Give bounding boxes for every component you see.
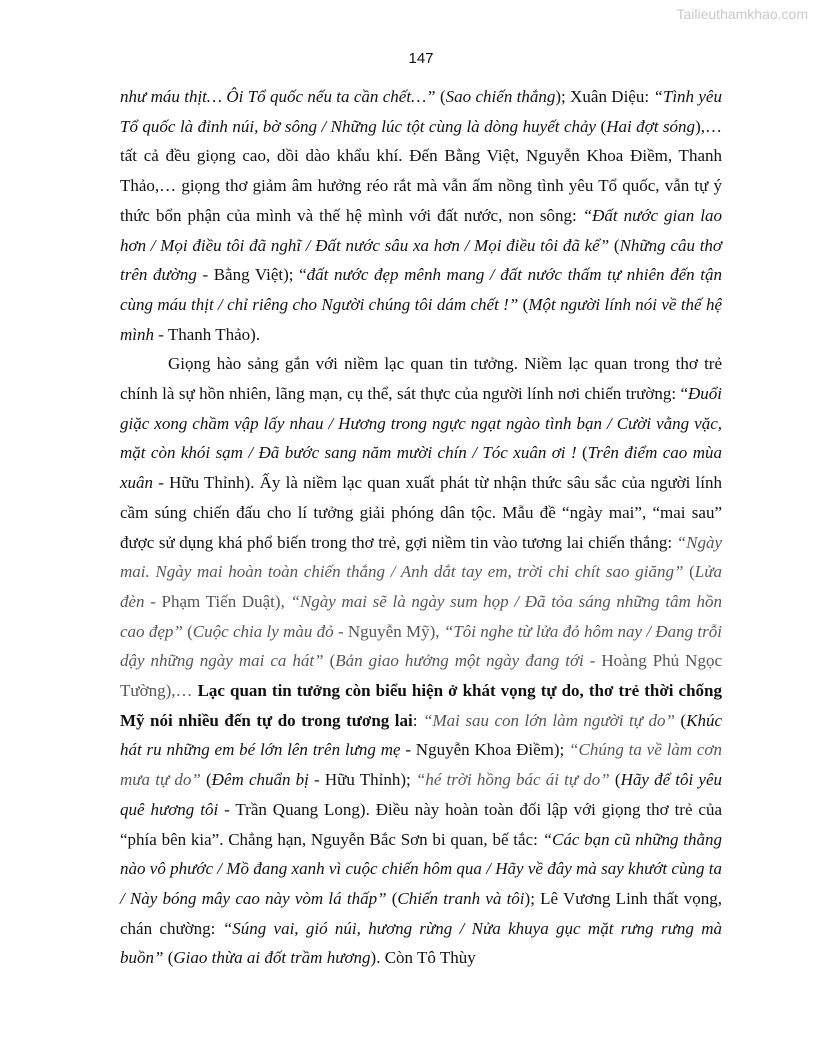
quote: “Đất nước gian lao hơn / Mọi điều tôi đã nghĩ / Đất nước sâu xa hơn / Mọi điều tôi đã kể” (120, 205, 722, 255)
work-title: Sao chiến thắng (445, 87, 556, 106)
text: - Bằng Việt); “ (196, 265, 307, 285)
quote: đất nước đẹp mênh mang / đất nước thấm tự nhiên đến tận cùng máu thịt / chỉ riêng cho Người chúng tôi dám chết !” (120, 265, 723, 314)
work-title: Khúc hát ru những em bé lớn lên trên lưng mẹ (120, 710, 722, 760)
text: ( (200, 770, 212, 790)
text: - Nguyễn Mỹ), (333, 621, 444, 641)
text: ( (609, 235, 620, 255)
text: ). Còn Tô Thùy (370, 948, 476, 968)
text: ( (182, 621, 193, 641)
work-title: Đêm chuẩn bị (211, 770, 309, 790)
text: ); Lê Vương Linh thất vọng, chán chường: (120, 888, 722, 938)
text: - Phạm Tiến Duật), (144, 591, 291, 611)
work-title: Hai đợt sóng (606, 116, 696, 136)
text: - Thanh Thảo). (154, 324, 261, 344)
page-body (120, 82, 722, 973)
text: ( (609, 770, 621, 790)
quote: “Tôi nghe từ lửa đỏ hôm nay / Đang trỗi dậy những ngày mai ca hát” (120, 621, 722, 671)
work-title: Lửa đèn (120, 562, 722, 611)
text: ( (683, 562, 695, 582)
text: ( (435, 87, 446, 106)
work-title: Một người lính nói về thế hệ mình (120, 294, 722, 344)
work-title: Những câu thơ trên đường (120, 235, 722, 285)
text: ( (576, 443, 588, 463)
work-title: Trên điểm cao mùa xuân (120, 443, 723, 493)
text: ( (386, 888, 398, 908)
paragraph-1 (120, 82, 722, 349)
bold-emphasis: Lạc quan tin tưởng còn biểu hiện ở khát vọng tự do, thơ trẻ thời chống Mỹ nói nhiều đến tự do trong tương lai (120, 681, 723, 730)
text: - Trần Quang Long). Điều này hoàn toàn đối lập với giọng thơ trẻ của “phía bên kia”. Chẳng hạn, Nguyễn Bắc Sơn bi quan, bế tắc: (120, 799, 723, 849)
text: - Hoàng Phủ Ngọc Tường),… (120, 651, 722, 701)
quote: “hé trời hồng bác ái tự do” (415, 770, 610, 790)
text: ( (323, 651, 336, 671)
text: ( (596, 116, 607, 136)
quote: “Các bạn cũ những thằng nào vô phước / Mồ đang xanh vì cuộc chiến hôm qua / Hãy về đây mà say khướt cùng ta / Này bóng mây cao này vòm lá thấp” (120, 829, 722, 908)
text: ); Xuân Diệu: (555, 87, 654, 106)
text: - Hữu Thỉnh). Ấy là niềm lạc quan xuất phát từ nhận thức sâu sắc của người lính cầm súng chiến đấu cho lí tưởng giải phóng dân tộc. Mẫu đề “ngày mai”, “mai sau” được sử dụng khá phổ biến trong thơ trẻ, gợi niềm tin vào tương lai chiến thắng: (120, 473, 722, 552)
work-title: Cuộc chia ly màu đỏ (192, 621, 334, 641)
text: ( (163, 948, 174, 968)
quote: như máu thịt… Ôi Tổ quốc nếu ta cần chết…” (120, 87, 436, 106)
text: - Hữu Thỉnh); (308, 770, 416, 790)
text: ( (518, 294, 529, 314)
work-title: Giao thừa ai đốt trầm hương (173, 948, 371, 968)
text: Giọng hào sảng gắn với niềm lạc quan tin tưởng. Niềm lạc quan trong thơ trẻ chính là sự hồn nhiên, lãng mạn, cụ thể, sát thực của người lính nơi chiến trường: “ (120, 354, 722, 404)
text: - Nguyễn Khoa Điềm); (400, 740, 570, 760)
work-title: Bản giao hưởng một ngày đang tới (335, 651, 584, 671)
text: ),… tất cả đều giọng cao, dồi dào khẩu khí. Đến Bằng Việt, Nguyễn Khoa Điềm, Thanh Thảo,… giọng thơ giảm âm hưởng réo rắt mà vẫn ấm nồng tình yêu Tổ quốc, vẫn tự ý thức bổn phận của mình và thế hệ mình với đất nước, non sông: (120, 116, 722, 225)
quote: “Ngày mai sẽ là ngày sum họp / Đã tỏa sáng những tâm hồn cao đẹp” (120, 591, 722, 641)
quote: “Tình yêu Tổ quốc là đỉnh núi, bờ sông / Những lúc tột cùng là dòng huyết chảy (120, 87, 722, 136)
page-number: 147 (408, 50, 434, 67)
text: ( (674, 710, 687, 730)
quote: “Ngày mai. Ngày mai hoàn toàn chiến thắng / Anh dắt tay em, trời chi chít sao giăng” (120, 532, 722, 582)
quote: “Chúng ta về làm cơn mưa tự do” (120, 740, 722, 790)
quote: “Súng vai, gió núi, hương rừng / Nửa khuya gục mặt rưng rưng mà buồn” (120, 918, 722, 968)
paragraph-2 (120, 349, 722, 973)
watermark: Tailieuthamkhao.com (676, 6, 808, 22)
work-title: Hãy để tôi yêu quê hương tôi (120, 770, 722, 819)
work-title: Chiến tranh và tôi (397, 888, 525, 908)
quote: “Mai sau con lớn làm người tự do” (423, 710, 675, 730)
text: : (412, 710, 424, 730)
quote: Đuổi giặc xong chầm vập lấy nhau / Hương trong ngực ngạt ngào tình bạn / Cười vằng vặc, mặt còn khói sạm / Đã bước sang năm mười chín / Tóc xuân ơi ! (120, 384, 722, 463)
